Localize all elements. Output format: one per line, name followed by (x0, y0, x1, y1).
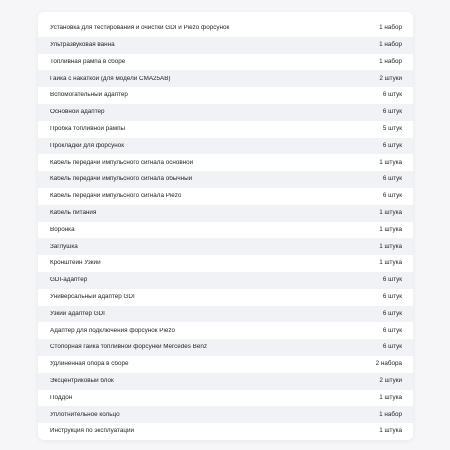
item-name: Уплотнительное кольцо (50, 411, 120, 418)
item-quantity: 1 штука (379, 242, 402, 250)
item-name: Эксцентриковый блок (50, 377, 114, 384)
item-name: Поддон (50, 394, 73, 401)
item-name: Вспомогательный адаптер (50, 92, 128, 99)
table-row (38, 121, 413, 138)
table-row (38, 272, 413, 289)
item-name: Кабель передачи импульсного сигнала обычный (50, 176, 193, 183)
item-name: Кронштейн Узкий (50, 260, 101, 267)
item-quantity: 1 набор (379, 24, 402, 32)
item-name: GDI-адаптер (50, 277, 88, 284)
item-name: Заглушка (50, 243, 78, 250)
item-quantity: 2 штуки (379, 376, 402, 384)
item-name: Гайка с накаткой (для модели CMA25AB) (50, 75, 171, 82)
table-row (38, 390, 413, 407)
item-quantity: 1 штука (379, 225, 402, 233)
table-row (38, 289, 413, 306)
item-name: Стопорная гайка топливной форсунки Mercedes Benz (50, 344, 207, 351)
item-quantity: 6 штук (382, 108, 402, 116)
table-row (38, 171, 413, 188)
table-row (38, 70, 413, 87)
item-name: Универсальный адаптер GDI (50, 294, 135, 300)
table-row (38, 423, 413, 440)
item-quantity: 1 штука (379, 427, 402, 435)
table-row (38, 339, 413, 356)
table-row (38, 138, 413, 155)
item-name: Кабель передачи импульсного сигнала основной (50, 159, 194, 166)
item-quantity: 1 набор (379, 410, 402, 418)
table-row (38, 255, 413, 272)
table-row (38, 87, 413, 104)
table-row (38, 188, 413, 205)
item-name: Ультразвуковая ванна (50, 42, 115, 49)
item-name: Кабель питания (50, 210, 97, 217)
table-row (38, 37, 413, 54)
item-quantity: 1 штука (379, 209, 402, 217)
table-row (38, 222, 413, 239)
item-name: Основной адаптер (50, 109, 105, 116)
table-row (38, 356, 413, 373)
item-quantity: 6 штук (382, 141, 402, 149)
item-name: Прокладки для форсунок (50, 142, 124, 149)
item-name: Удлиненная опора в сборе (50, 361, 129, 368)
item-quantity: 2 набора (375, 360, 402, 368)
item-name: Воронка (50, 226, 75, 233)
table-row (38, 20, 413, 37)
item-quantity: 6 штук (382, 343, 402, 351)
table-row (38, 205, 413, 222)
item-quantity: 6 штук (382, 276, 402, 284)
item-quantity: 1 набор (379, 41, 402, 49)
item-quantity: 6 штук (382, 192, 402, 200)
table-row (38, 373, 413, 390)
item-quantity: 1 набор (379, 57, 402, 65)
table-row (38, 104, 413, 121)
package-contents-table (38, 20, 413, 440)
table-row (38, 322, 413, 339)
table-row (38, 54, 413, 71)
item-name: Узкий адаптер GDI (50, 310, 105, 317)
item-quantity: 6 штук (382, 309, 402, 317)
table-row (38, 306, 413, 323)
item-quantity: 5 штук (382, 125, 402, 133)
item-quantity: 1 штука (379, 259, 402, 267)
table-row (38, 406, 413, 423)
item-name: Адаптер для подключения форсунок Piezo (50, 327, 176, 334)
package-contents-card (38, 12, 413, 440)
item-quantity: 1 штука (379, 158, 402, 166)
item-name: Топливная рампа в сборе (50, 58, 126, 65)
item-quantity: 2 штуки (379, 74, 402, 82)
table-row (38, 154, 413, 171)
table-row (38, 238, 413, 255)
item-name: Кабель передачи импульсного сигнала Piezo (50, 193, 182, 200)
item-name: Установка для тестирования и очистки GDI и Piezo форсунок (50, 25, 230, 32)
item-quantity: 6 штук (382, 91, 402, 99)
item-name: Пробка топливной рампы (50, 126, 126, 133)
item-quantity: 6 штук (382, 175, 402, 183)
item-quantity: 6 штук (382, 326, 402, 334)
item-quantity: 6 штук (382, 293, 402, 300)
item-name: Инструкция по эксплуатации (50, 428, 134, 435)
item-quantity: 1 штука (379, 393, 402, 401)
